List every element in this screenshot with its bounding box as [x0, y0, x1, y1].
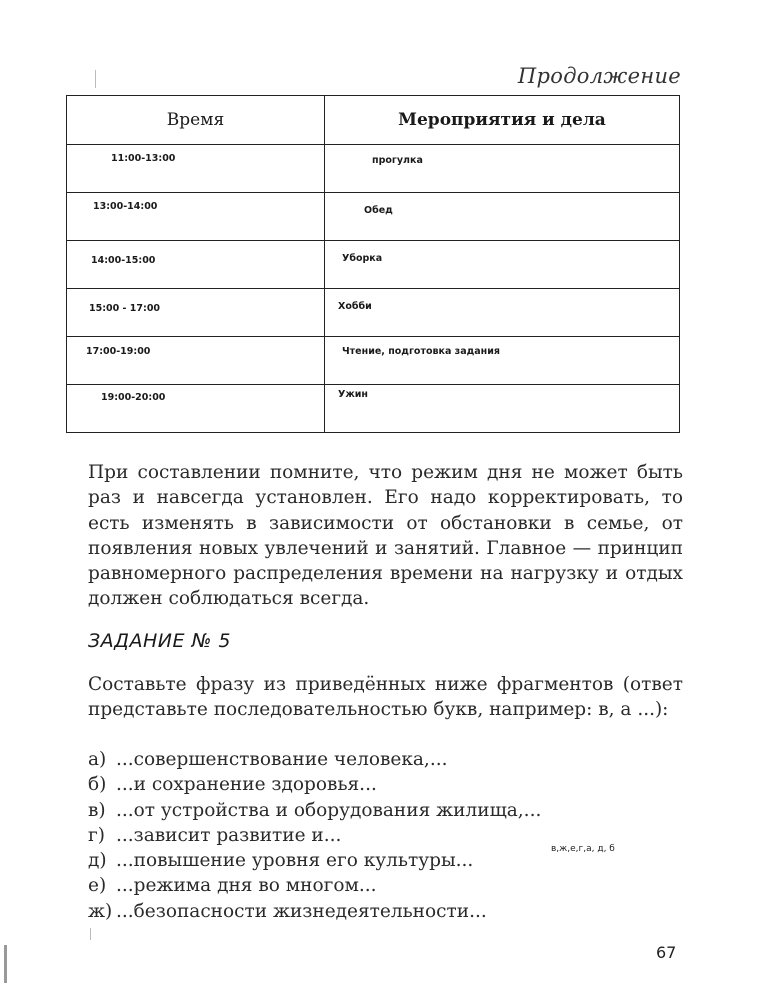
option-letter: ж) — [88, 900, 113, 922]
option-text: ...зависит развитие и... — [116, 824, 342, 846]
option-letter: в) — [88, 799, 106, 821]
time-cell: 19:00-20:00 — [67, 385, 325, 433]
scan-artifact — [95, 70, 96, 88]
option-text: ...режима дня во многом... — [116, 875, 377, 897]
time-cell: 14:00-15:00 — [67, 241, 325, 289]
table-header-row — [67, 96, 680, 145]
handwritten-answer: в,ж,е,г,а, д, б — [551, 844, 615, 854]
activity-cell: Обед — [325, 193, 680, 241]
list-item — [88, 899, 541, 924]
continuation-label: Продолжение — [517, 64, 681, 88]
task-title: ЗАДАНИЕ № 5 — [88, 630, 231, 652]
option-text: ...совершенствование человека,... — [116, 749, 448, 770]
time-cell: 11:00-13:00 — [67, 145, 325, 193]
time-cell: 17:00-19:00 — [67, 337, 325, 385]
body-paragraph: При составлении помните, что режим дня не может быть раз и навсегда установлен. Его надо корректировать, то есть изменять в зависимости от обстановки в семье, от появления новых увлечений и занятий. Главное — принцип равномерного распределения времени на нагрузку и отдых должен соблюдаться всегда. — [88, 462, 683, 610]
scan-artifact — [4, 945, 7, 983]
activity-cell: Ужин — [325, 385, 680, 433]
list-item — [88, 747, 541, 772]
option-text: ...и сохранение здоровья... — [116, 774, 377, 796]
list-item — [88, 848, 541, 873]
table-row — [67, 193, 680, 241]
option-letter: е) — [88, 875, 107, 897]
option-text: ...от устройства и оборудования жилища,... — [116, 799, 542, 821]
list-item — [88, 772, 541, 797]
fragment-list — [88, 747, 541, 924]
table-row — [67, 241, 680, 289]
table-row — [67, 289, 680, 337]
column-header-time: Время — [67, 96, 325, 145]
column-header-activities: Мероприятия и дела — [325, 96, 680, 145]
option-text: ...повышение уровня его культуры... — [116, 850, 474, 872]
activity-cell: прогулка — [325, 145, 680, 193]
list-item — [88, 823, 541, 848]
option-letter: г) — [88, 824, 105, 846]
time-cell: 15:00 - 17:00 — [67, 289, 325, 337]
activity-cell: Уборка — [325, 241, 680, 289]
table-row — [67, 385, 680, 433]
table-row — [67, 145, 680, 193]
task-instruction: Составьте фразу из приведённых ниже фрагментов (ответ представьте последовательностью букв, например: в, а ...): — [88, 674, 683, 721]
scan-artifact — [90, 928, 91, 940]
list-item — [88, 798, 541, 823]
option-letter: а) — [88, 749, 107, 770]
option-letter: б) — [88, 774, 107, 796]
activity-cell: Хобби — [325, 289, 680, 337]
time-cell: 13:00-14:00 — [67, 193, 325, 241]
option-text: ...безопасности жизнедеятельности... — [116, 900, 487, 922]
list-item — [88, 873, 541, 898]
schedule-table — [66, 95, 680, 433]
table-row — [67, 337, 680, 385]
activity-cell: Чтение, подготовка задания — [325, 337, 680, 385]
option-letter: д) — [88, 850, 107, 872]
page-number: 67 — [656, 943, 677, 962]
